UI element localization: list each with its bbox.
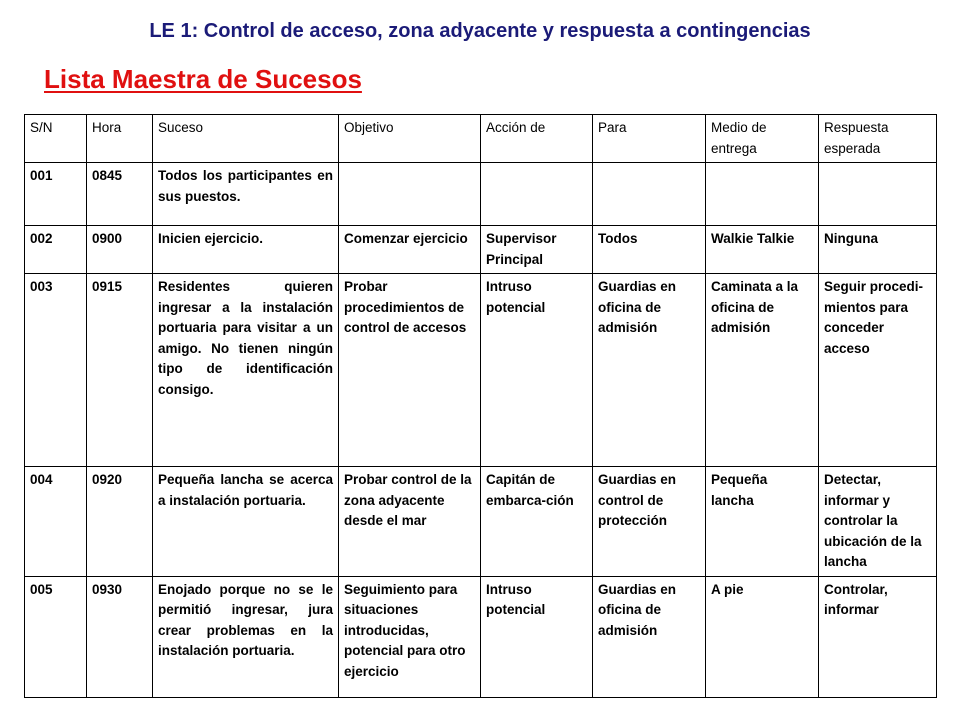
cell-sn: 004 <box>25 467 87 577</box>
table-row <box>25 274 937 467</box>
list-subtitle: Lista Maestra de Sucesos <box>44 64 362 94</box>
page-title: LE 1: Control de acceso, zona adyacente y respuesta a contingencias <box>149 20 811 42</box>
table-row <box>25 163 937 226</box>
cell-accion-de: Supervisor Principal <box>481 226 593 274</box>
cell-para: Guardias en oficina de admisión <box>593 274 706 467</box>
cell-hora: 0930 <box>87 576 153 697</box>
cell-objetivo: Seguimiento para situaciones introducidas, potencial para otro ejercicio <box>339 576 481 697</box>
cell-accion-de: Capitán de embarca-ción <box>481 467 593 577</box>
cell-para: Guardias en control de protección <box>593 467 706 577</box>
cell-hora: 0920 <box>87 467 153 577</box>
cell-suceso: Inicien ejercicio. <box>153 226 339 274</box>
cell-respuesta: Controlar, informar <box>819 576 937 697</box>
cell-hora: 0915 <box>87 274 153 467</box>
cell-suceso: Residentes quieren ingresar a la instalación portuaria para visitar a un amigo. No tienen ningún tipo de identificación consigo. <box>153 274 339 467</box>
cell-medio <box>706 163 819 226</box>
table-row <box>25 576 937 697</box>
cell-objetivo: Probar procedimientos de control de accesos <box>339 274 481 467</box>
cell-accion-de: Intruso potencial <box>481 576 593 697</box>
header-hora: Hora <box>87 115 153 163</box>
cell-objetivo: Probar control de la zona adyacente desde el mar <box>339 467 481 577</box>
cell-sn: 001 <box>25 163 87 226</box>
cell-respuesta: Detectar, informar y controlar la ubicación de la lancha <box>819 467 937 577</box>
cell-para: Guardias en oficina de admisión <box>593 576 706 697</box>
header-respuesta-esperada: Respuesta esperada <box>819 115 937 163</box>
cell-objetivo <box>339 163 481 226</box>
table-row <box>25 226 937 274</box>
header-suceso: Suceso <box>153 115 339 163</box>
cell-medio: A pie <box>706 576 819 697</box>
table-header-row <box>25 115 937 163</box>
table-row <box>25 467 937 577</box>
cell-objetivo: Comenzar ejercicio <box>339 226 481 274</box>
cell-para: Todos <box>593 226 706 274</box>
cell-hora: 0900 <box>87 226 153 274</box>
cell-respuesta: Ninguna <box>819 226 937 274</box>
cell-suceso: Todos los participantes en sus puestos. <box>153 163 339 226</box>
cell-hora: 0845 <box>87 163 153 226</box>
cell-sn: 002 <box>25 226 87 274</box>
header-medio-de-entrega: Medio de entrega <box>706 115 819 163</box>
cell-respuesta: Seguir procedi-mientos para conceder acceso <box>819 274 937 467</box>
header-accion-de: Acción de <box>481 115 593 163</box>
header-para: Para <box>593 115 706 163</box>
cell-respuesta <box>819 163 937 226</box>
cell-medio: Pequeña lancha <box>706 467 819 577</box>
cell-sn: 005 <box>25 576 87 697</box>
events-table <box>24 114 937 698</box>
cell-para <box>593 163 706 226</box>
cell-accion-de: Intruso potencial <box>481 274 593 467</box>
cell-suceso: Enojado porque no se le permitió ingresar, jura crear problemas en la instalación portuaria. <box>153 576 339 697</box>
header-objetivo: Objetivo <box>339 115 481 163</box>
cell-accion-de <box>481 163 593 226</box>
cell-sn: 003 <box>25 274 87 467</box>
cell-medio: Walkie Talkie <box>706 226 819 274</box>
cell-medio: Caminata a la oficina de admisión <box>706 274 819 467</box>
cell-suceso: Pequeña lancha se acerca a instalación portuaria. <box>153 467 339 577</box>
header-sn: S/N <box>25 115 87 163</box>
